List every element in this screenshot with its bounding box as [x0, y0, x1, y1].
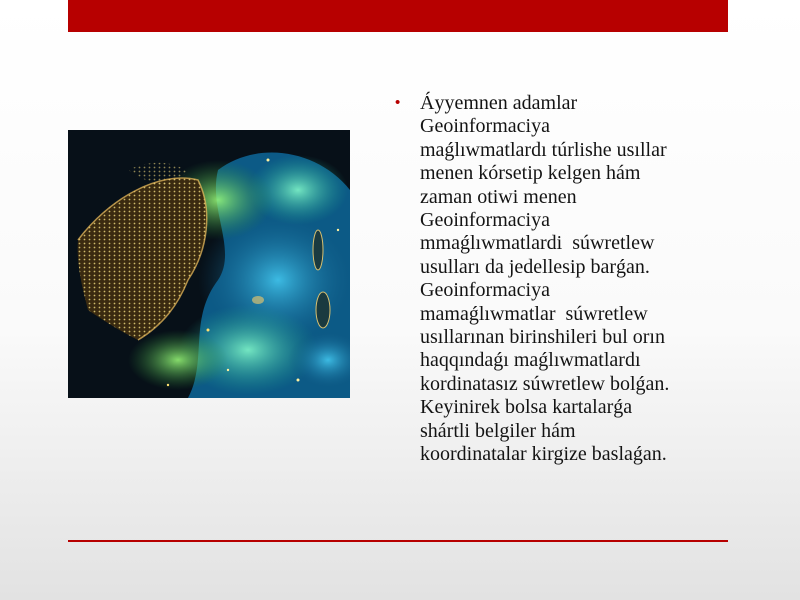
top-accent-bar [68, 0, 728, 32]
text-line: kordinatasız súwretlew bolǵan. [420, 372, 670, 395]
satellite-map-image [68, 130, 350, 398]
text-line: Geoinformaciya [420, 115, 550, 138]
text-line: Áyyemnen adamlar [420, 92, 578, 114]
text-line: haqqındaǵı maǵlıwmatlardı [420, 349, 641, 372]
text-line: Geoinformaciya [420, 279, 550, 302]
text-line: zaman otiwi menen [420, 185, 577, 208]
text-line: Keyinirek bolsa kartalarǵa [420, 396, 633, 419]
text-line: menen kórsetip kelgen hám [420, 162, 641, 185]
text-line: mamaǵlıwmatlar súwretlew [420, 302, 648, 325]
text-line: usıllarınan birinshileri bul orın [420, 326, 665, 349]
text-line: usulları da jedellesip barǵan. [420, 255, 650, 278]
text-line: koordinatalar kirgize baslaǵan. [420, 443, 667, 466]
bullet-marker: • [395, 94, 401, 111]
text-line: maǵlıwmatlardı túrlishe usıllar [420, 138, 667, 161]
text-line: mmaǵlıwmatlardi súwretlew [420, 232, 655, 255]
bottom-divider [68, 540, 728, 542]
text-line: Geoinformaciya [420, 209, 550, 232]
body-paragraph [420, 92, 740, 467]
text-line: shártli belgiler hám [420, 419, 576, 442]
